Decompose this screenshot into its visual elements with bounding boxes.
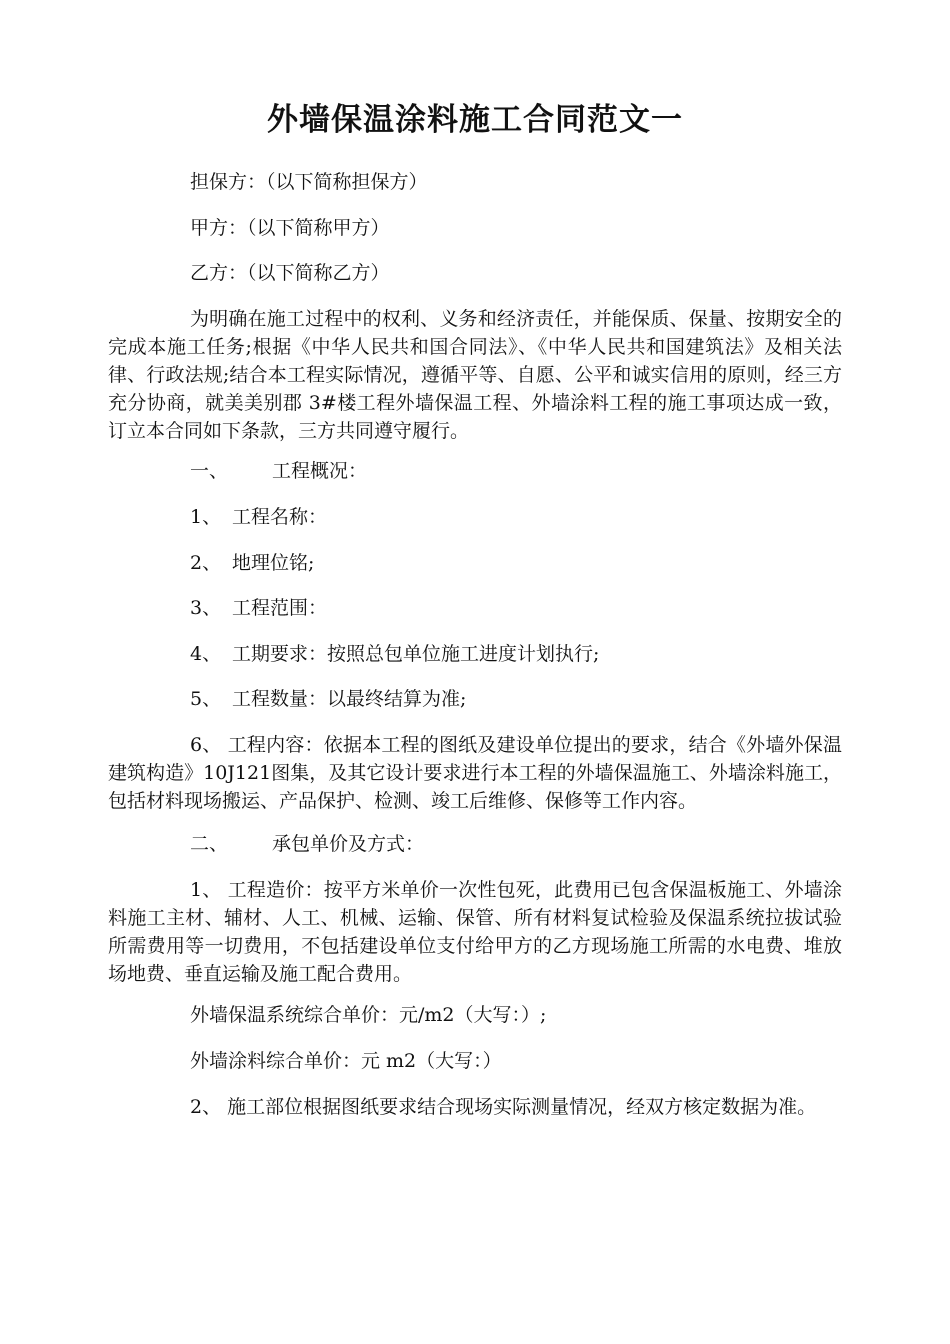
party-a-line: 甲方：（以下简称甲方） — [190, 217, 390, 239]
item-number: 1、 — [190, 506, 222, 528]
party-b-line: 乙方：（以下简称乙方） — [190, 262, 390, 284]
section-two-number: 二、 — [190, 833, 229, 855]
item-text: 工程数量：以最终结算为准; — [232, 688, 467, 710]
section-one-title: 工程概况： — [272, 460, 368, 482]
coating-price-line: 外墙涂料综合单价：元 m2（大写：） — [190, 1050, 502, 1072]
project-item-1 — [190, 503, 327, 531]
item-number: 5、 — [190, 688, 222, 710]
project-content-paragraph: 6、 工程内容：依据本工程的图纸及建设单位提出的要求，结合《外墙外保温建筑构造》10J121图集，及其它设计要求进行本工程的外墙保温施工、外墙涂料施工，包括材料现场搬运、产品保护、检测、竣工后维修、保修等工作内容。 — [108, 734, 842, 812]
insulation-price-line: 外墙保温系统综合单价：元/m2（大写：）; — [190, 1004, 547, 1026]
measurement-clause-paragraph: 2、 施工部位根据图纸要求结合现场实际测量情况，经双方核定数据为准。 — [190, 1096, 817, 1118]
section-one-number: 一、 — [190, 460, 229, 482]
project-item-4 — [190, 640, 599, 668]
price-clause-paragraph: 1、 工程造价：按平方米单价一次性包死，此费用已包含保温板施工、外墙涂料施工主材、辅材、人工、机械、运输、保管、所有材料复试检验及保温系统拉拔试验所需费用等一切费用，不包括建设单位支付给甲方的乙方现场施工所需的水电费、堆放场地费、垂直运输及施工配合费用。 — [108, 879, 842, 985]
intro-paragraph: 为明确在施工过程中的权利、义务和经济责任，并能保质、保量、按期安全的完成本施工任务;根据《中华人民共和国合同法》、《中华人民共和国建筑法》及相关法律、行政法规;结合本工程实际情况，遵循平等、自愿、公平和诚实信用的原则，经三方充分协商，就美美别郡 3#楼工程外墙保温工程、外墙涂料工程的施工事项达成一致，订立本合同如下条款，三方共同遵守履行。 — [108, 308, 842, 442]
item-number: 3、 — [190, 597, 222, 619]
project-item-2 — [190, 549, 314, 577]
item-text: 地理位铭; — [232, 552, 315, 574]
item-text: 工程名称： — [232, 506, 328, 528]
section-two-heading — [190, 830, 424, 858]
document-title: 外墙保温涂料施工合同范文一 — [267, 102, 683, 138]
item-text: 工期要求：按照总包单位施工进度计划执行; — [232, 643, 600, 665]
section-one-heading — [190, 457, 367, 485]
section-two-title: 承包单价及方式： — [272, 833, 425, 855]
project-item-3 — [190, 594, 327, 622]
guarantor-line: 担保方：（以下简称担保方） — [190, 171, 428, 193]
project-item-5 — [190, 685, 466, 713]
item-number: 4、 — [190, 643, 222, 665]
item-text: 工程范围： — [232, 597, 328, 619]
item-number: 2、 — [190, 552, 222, 574]
